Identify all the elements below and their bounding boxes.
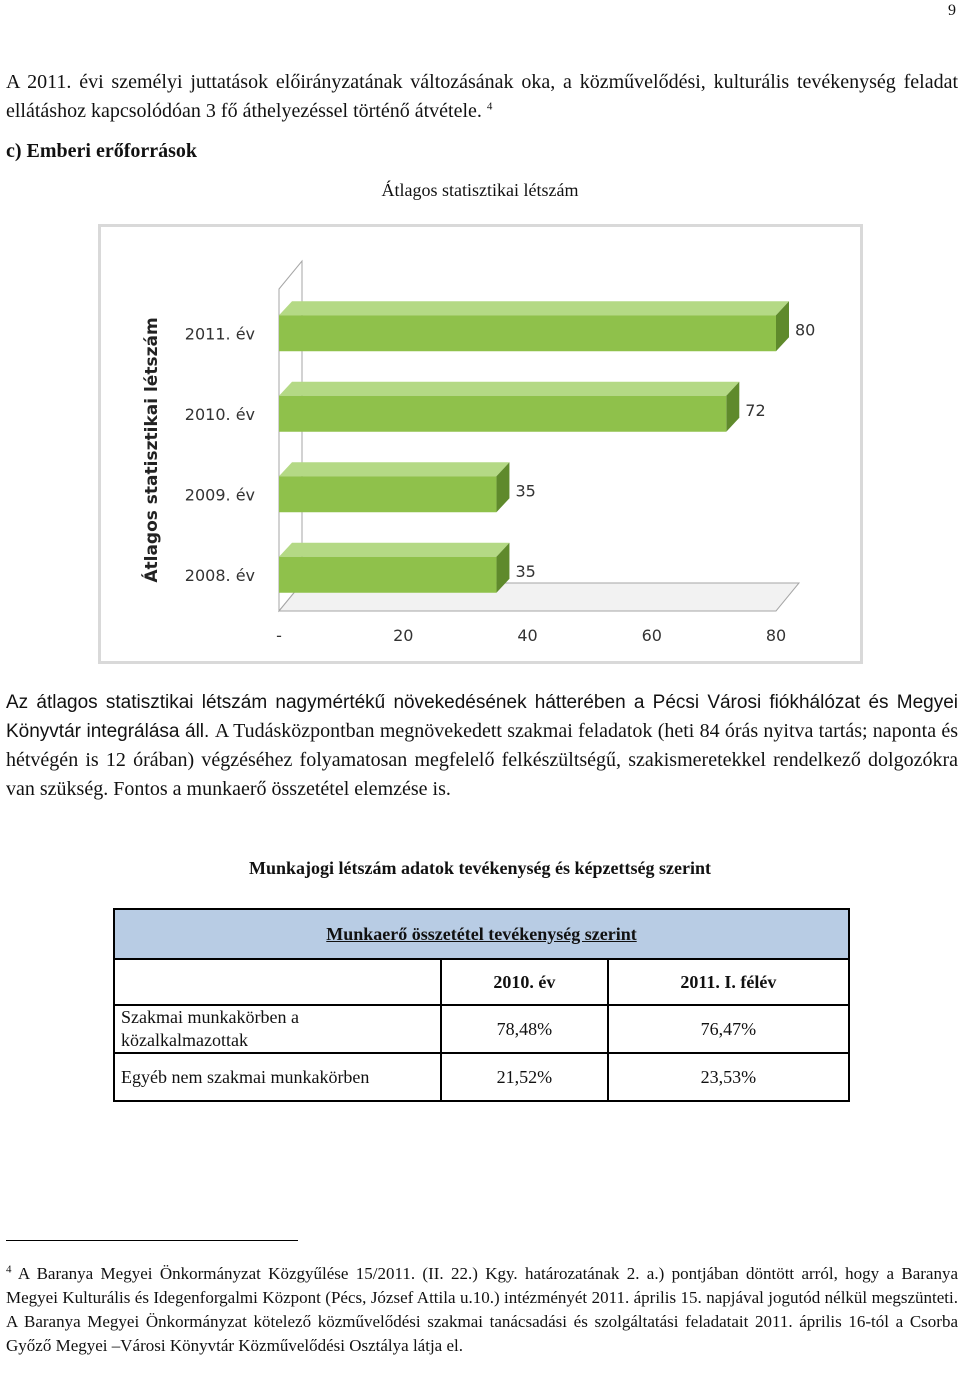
footnote-reference: 4 — [486, 100, 493, 113]
bar-top-face — [279, 382, 739, 396]
page-number: 9 — [948, 2, 956, 19]
category-label: 2009. év — [184, 485, 255, 505]
footnote-text: A Baranya Megyei Önkormányzat Közgyűlése 15/2011. (II. 22.) Kgy. határozatának 2. a.) pontjában döntött arról, hogy a Baranya Megyei Kulturális és Idegenforgalmi Központ (Pécs, József Attila u.10.) intézményét 2011. április 15. napjával jogutód nélkül megszünteti. A Baranya Megyei Önkormányzat kötelező közművelődési szakmai tanácsadási és szolgáltatási feladatait 2011. április 16-tól a Csorba Győző Megyei –Városi Könyvtár Közművelődési Osztálya látja el. — [6, 1264, 959, 1355]
chart-frame — [98, 224, 863, 664]
category-label: 2008. év — [184, 565, 255, 585]
bar-top-face — [279, 543, 509, 557]
table-cell: 23,53% — [608, 1053, 849, 1101]
y-axis-title: Átlagos statisztikai létszám — [142, 317, 162, 583]
table-header — [114, 909, 849, 959]
row-label — [114, 1053, 441, 1101]
column-header-2011-h1: 2011. I. félév — [608, 959, 849, 1005]
paragraph-sans-part: Az átlagos statisztikai létszám nagymértékű növekedésének hátterében a Pécsi Városi fiókhálózat és Megyei Könyvtár integrálása áll. — [6, 692, 958, 742]
category-label: 2011. év — [184, 324, 255, 344]
x-tick-label: 80 — [765, 626, 787, 645]
table-cell: 21,52% — [441, 1053, 608, 1101]
bar — [279, 557, 496, 593]
table-row — [114, 1005, 849, 1053]
data-label: 72 — [745, 400, 766, 420]
bar-chart — [101, 227, 860, 661]
bar-top-face — [279, 301, 789, 315]
table-corner-cell — [114, 959, 441, 1005]
column-header-2010: 2010. év — [441, 959, 608, 1005]
workforce-table — [113, 908, 850, 1102]
data-label: 80 — [795, 320, 816, 340]
row-label — [114, 1005, 441, 1053]
bar — [279, 476, 496, 512]
x-tick-label: 60 — [641, 626, 662, 645]
table-header-text: Munkaerő összetétel tevékenység szerint — [326, 923, 637, 944]
footnote-number: 4 — [6, 1263, 12, 1276]
row-label-line1: Egyéb nem szakmai munkakörben — [121, 1066, 370, 1087]
bar — [279, 315, 776, 351]
paragraph-serif-part: A Tudásközpontban megnövekedett szakmai feladatok (heti 84 órás nyitva tartás; naponta és hétvégén is 12 órában) végzéséhez folyamatosan megfelelő felkészültségű, szakismeretekkel rendelkező dolgozókra van szükség. Fontos a munkaerő összetétel elemzése is. — [6, 720, 959, 800]
table-cell: 76,47% — [608, 1005, 849, 1053]
row-label-line1: Szakmai munkakörben a — [121, 1007, 299, 1027]
intro-text: A 2011. évi személyi juttatások előirányzatának változásának oka, a közművelődési, kulturális tevékenység feladat ellátáshoz kapcsolódóan 3 fő áthelyezéssel történő átvétele. — [6, 71, 958, 122]
row-label-line2: közalkalmazottak — [121, 1030, 248, 1050]
data-label: 35 — [515, 481, 536, 501]
footnote — [6, 1262, 958, 1358]
chart-caption: Átlagos statisztikai létszám — [381, 180, 579, 200]
x-tick-label: - — [276, 626, 282, 645]
chart-bars — [279, 301, 789, 593]
table-cell: 78,48% — [441, 1005, 608, 1053]
section-heading: c) Emberi erőforrások — [6, 140, 198, 162]
bar — [279, 396, 726, 432]
bar-top-face — [279, 462, 509, 476]
body-paragraph — [6, 688, 958, 804]
x-tick-label: 40 — [517, 626, 538, 645]
table-heading: Munkajogi létszám adatok tevékenység és képzettség szerint — [249, 858, 711, 878]
category-label: 2010. év — [184, 404, 255, 424]
table-row — [114, 1053, 849, 1101]
data-label: 35 — [515, 561, 536, 581]
intro-paragraph — [6, 68, 958, 126]
footnote-separator — [6, 1240, 298, 1241]
x-tick-label: 20 — [393, 626, 414, 645]
